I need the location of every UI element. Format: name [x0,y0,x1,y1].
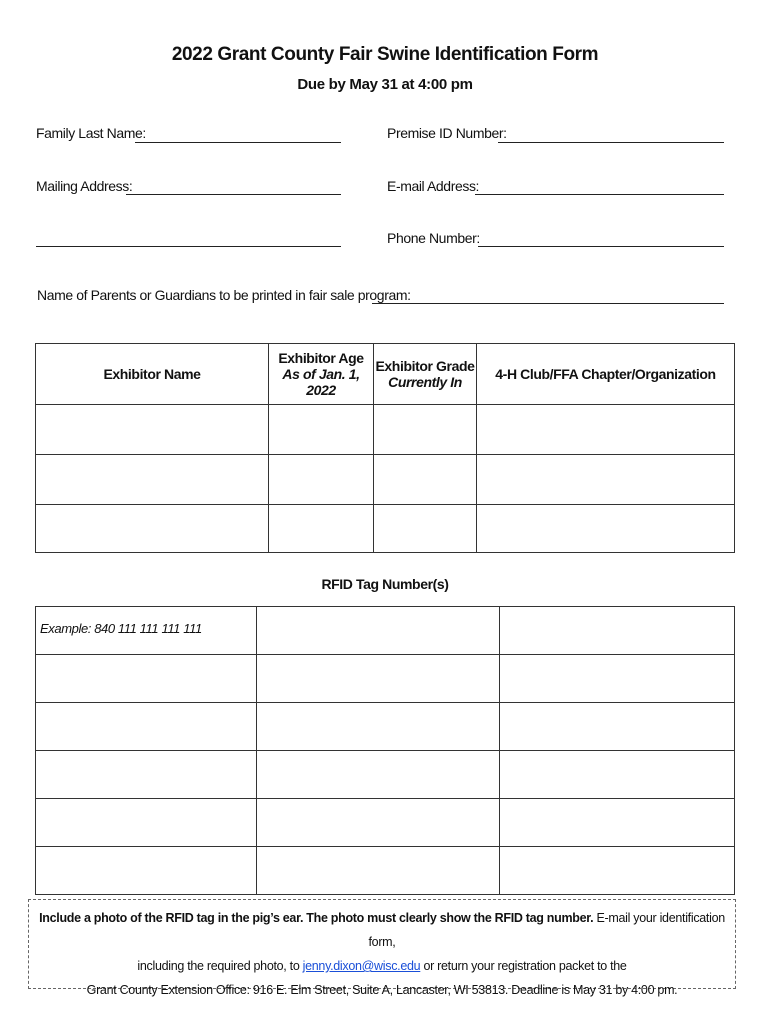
rfid-example-cell: Example: 840 111 111 111 111 [36,607,257,655]
rfid-cell[interactable] [36,847,257,895]
note-line-2: including the required photo, to jenny.dixon@wisc.edu or return your registration packet to the [137,959,627,973]
table-row [36,505,735,553]
rfid-cell[interactable] [257,799,500,847]
exhibitor-age-header: Exhibitor Age As of Jan. 1, 2022 [269,344,374,405]
rfid-cell[interactable] [36,703,257,751]
rfid-cell[interactable] [257,751,500,799]
club-header: 4-H Club/FFA Chapter/Organization [477,344,735,405]
club-cell[interactable] [477,505,735,553]
note-line-3: Grant County Extension Office: 916 E. Elm Street, Suite A, Lancaster, WI 53813. Deadline is May 31 by 4:00 pm. [86,983,678,997]
rfid-cell[interactable] [500,751,735,799]
table-row [36,799,735,847]
rfid-cell[interactable] [500,799,735,847]
rfid-cell[interactable] [257,847,500,895]
club-cell[interactable] [477,455,735,505]
phone-number-label: Phone Number: [387,230,480,246]
table-row [36,455,735,505]
rfid-cell[interactable] [36,799,257,847]
rfid-cell[interactable] [36,655,257,703]
exhibitor-name-cell[interactable] [36,405,269,455]
exhibitor-table [35,343,735,553]
mailing-address-field[interactable] [126,194,341,195]
rfid-cell[interactable] [500,655,735,703]
table-row [36,847,735,895]
mailing-address-line2-field[interactable] [36,246,341,247]
family-last-name-field[interactable] [135,142,341,143]
exhibitor-age-cell[interactable] [269,405,374,455]
exhibitor-name-cell[interactable] [36,505,269,553]
premise-id-label: Premise ID Number: [387,125,507,141]
rfid-table [35,606,735,895]
mailing-address-label: Mailing Address: [36,178,133,194]
table-row [36,405,735,455]
club-cell[interactable] [477,405,735,455]
rfid-cell[interactable] [500,703,735,751]
rfid-cell[interactable] [257,607,500,655]
exhibitor-grade-header: Exhibitor Grade Currently In [374,344,477,405]
parents-names-field[interactable] [372,303,724,304]
table-row [36,655,735,703]
due-date: Due by May 31 at 4:00 pm [297,76,473,93]
exhibitor-age-cell[interactable] [269,455,374,505]
exhibitor-grade-cell[interactable] [374,405,477,455]
email-address-label: E-mail Address: [387,178,480,194]
table-row [36,607,735,655]
exhibitor-grade-cell[interactable] [374,455,477,505]
rfid-cell[interactable] [500,847,735,895]
table-row [36,703,735,751]
rfid-cell[interactable] [257,703,500,751]
family-last-name-label: Family Last Name: [36,125,146,141]
contact-email-link[interactable]: jenny.dixon@wisc.edu [302,959,421,973]
rfid-cell[interactable] [500,607,735,655]
exhibitor-name-cell[interactable] [36,455,269,505]
rfid-cell[interactable] [36,751,257,799]
rfid-cell[interactable] [257,655,500,703]
rfid-title: RFID Tag Number(s) [321,576,449,592]
exhibitor-age-cell[interactable] [269,505,374,553]
parents-names-label: Name of Parents or Guardians to be printed in fair sale program: [37,287,411,303]
premise-id-field[interactable] [498,142,724,143]
form-title: 2022 Grant County Fair Swine Identification Form [171,44,599,65]
exhibitor-grade-cell[interactable] [374,505,477,553]
note-line-1: Include a photo of the RFID tag in the pig’s ear. The photo must clearly show the RFID tag number. E-mail your identification form, [39,911,725,949]
exhibitor-name-header: Exhibitor Name [36,344,269,405]
instructions-note [28,899,736,997]
table-row [36,751,735,799]
email-address-field[interactable] [475,194,724,195]
phone-number-field[interactable] [478,246,724,247]
